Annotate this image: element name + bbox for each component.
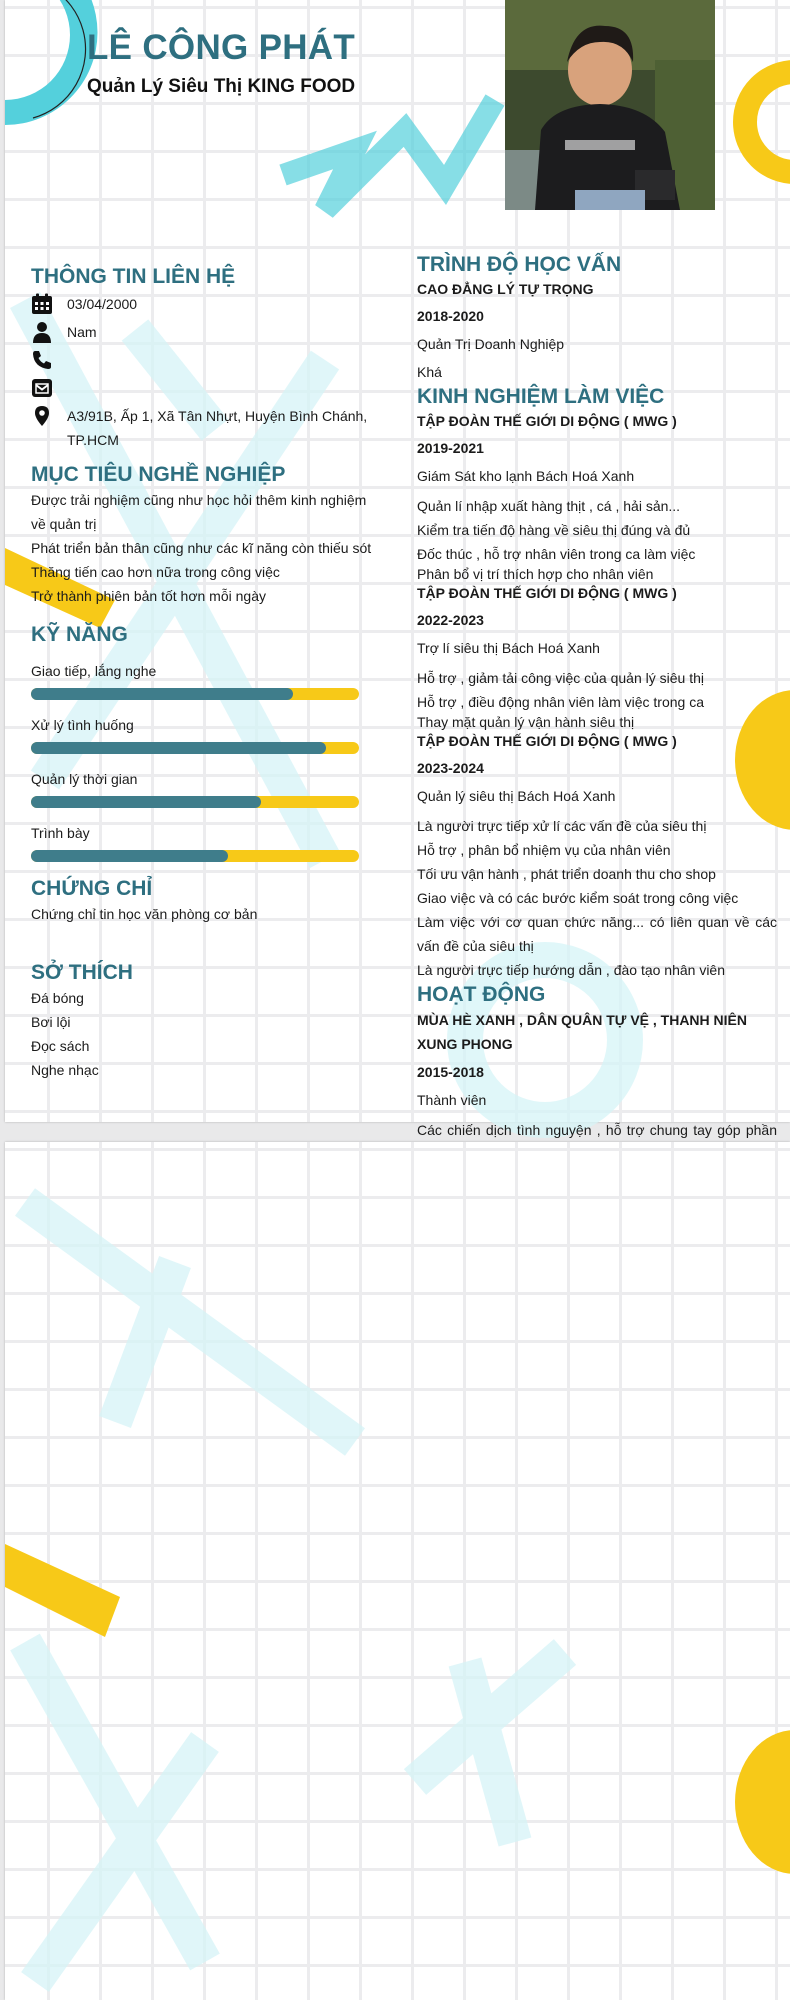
skill-bar [31,742,359,754]
skill-label: Giao tiếp, lắng nghe [31,663,157,679]
hobby-item: Bơi lội [31,1014,71,1030]
calendar-icon [31,293,53,315]
activity-description: Các chiến dịch tình nguyện , hỗ trợ chung tay góp phần [417,1122,777,1138]
education-major: Quản Trị Doanh Nghiệp [417,336,565,352]
job-entry [417,730,777,982]
skill-bar [31,796,359,808]
right-column [417,252,777,1166]
job-duty: Phân bổ vị trí thích hợp cho nhân viên [417,566,654,582]
job-duty: Hỗ trợ , phân bổ nhiệm vụ của nhân viên [417,842,671,858]
job-title: Quản Lý Siêu Thị KING FOOD [87,76,356,97]
job-position: Quản lý siêu thị Bách Hoá Xanh [417,788,616,804]
skills-section [31,622,376,862]
experience-section-title: KINH NGHIỆM LÀM VIỆC [417,385,665,408]
activity-period: 2015-2018 [417,1064,484,1080]
profile-photo-image [505,0,715,210]
hobby-item: Đọc sách [31,1038,90,1054]
skill-bar-fill [31,796,261,808]
background-decoration [5,1142,790,2000]
activity-role: Thành viên [417,1092,487,1108]
hobbies-section [31,960,376,1082]
activity-organization: MÙA HÈ XANH , DÂN QUÂN TỰ VỆ , THANH NIÊN XUNG PHONG [417,1012,747,1052]
hobby-item: Đá bóng [31,990,84,1006]
skill-label: Trình bày [31,825,90,841]
location-pin-icon [31,405,53,427]
job-entry [417,410,777,582]
contact-section-title: THÔNG TIN LIÊN HỆ [31,265,236,288]
job-duty: Làm việc với cơ quan chức năng... có liên quan về các vấn đề của siêu thị [417,914,777,954]
education-period: 2018-2020 [417,308,484,324]
skill-bar-fill [31,742,326,754]
certificates-section-title: CHỨNG CHỈ [31,877,153,900]
skill-bar-fill [31,688,293,700]
experience-section [417,384,777,982]
contact-phone-row [31,348,376,376]
job-duty: Hỗ trợ , điều động nhân viên làm việc trong ca [417,694,705,710]
skill-bar-fill [31,850,228,862]
hobbies-section-title: SỞ THÍCH [31,961,133,984]
education-section [417,252,777,384]
job-company: TẬP ĐOÀN THẾ GIỚI DI ĐỘNG ( MWG ) [417,733,677,749]
skill-bar [31,850,359,862]
contact-gender-row [31,320,376,348]
job-duty: Đốc thúc , hỗ trợ nhân viên trong ca làm việc [417,546,696,562]
skill-label: Xử lý tình huống [31,717,134,733]
job-position: Giám Sát kho lạnh Bách Hoá Xanh [417,468,635,484]
contact-section [31,264,376,452]
job-period: 2022-2023 [417,612,484,628]
education-grade: Khá [417,364,442,380]
gender-value: Nam [67,324,97,340]
objective-section-title: MỤC TIÊU NGHỀ NGHIỆP [31,463,286,486]
skill-bar [31,688,359,700]
job-period: 2023-2024 [417,760,484,776]
school-name: CAO ĐẲNG LÝ TỰ TRỌNG [417,281,594,297]
job-duty: Giao việc và có các bước kiểm soát trong công việc [417,890,739,906]
objective-line: Được trải nghiệm cũng như học hỏi thêm kinh nghiệm về quản trị [31,492,367,532]
phone-icon [31,349,53,371]
job-position: Trợ lí siêu thị Bách Hoá Xanh [417,640,600,656]
objective-line: Trở thành phiên bản tốt hơn mỗi ngày [31,588,266,604]
birthday-value: 03/04/2000 [67,296,138,312]
certificates-section [31,876,376,926]
person-icon [31,321,53,343]
objective-line: Phát triển bản thân cũng như các kĩ năng còn thiếu sót [31,540,372,556]
activities-section-title: HOẠT ĐỘNG [417,983,546,1006]
activities-section [417,982,777,1166]
profile-photo [505,0,715,210]
job-duty: Quản lí nhập xuất hàng thịt , cá , hải sản... [417,498,681,514]
contact-birthday-row [31,292,376,320]
job-duty: Kiểm tra tiến độ hàng về siêu thị đúng và đủ [417,522,691,538]
job-duty: Là người trực tiếp xử lí các vấn đề của siêu thị [417,818,707,834]
cv-page-2 [5,1142,790,2000]
job-entry [417,582,777,730]
skill-label: Quản lý thời gian [31,771,138,787]
job-duty: Tối ưu vận hành , phát triển doanh thu cho shop [417,866,716,882]
address-value: A3/91B, Ấp 1, Xã Tân Nhựt, Huyện Bình Chánh, TP.HCM [67,408,368,448]
job-period: 2019-2021 [417,440,484,456]
left-column [31,264,376,1082]
job-duty: Là người trực tiếp hướng dẫn , đào tạo nhân viên [417,962,726,978]
job-company: TẬP ĐOÀN THẾ GIỚI DI ĐỘNG ( MWG ) [417,585,677,601]
candidate-name: LÊ CÔNG PHÁT [87,28,356,67]
job-duty: Hỗ trợ , giảm tải công việc của quản lý siêu thị [417,670,704,686]
objective-section [31,462,376,608]
job-company: TẬP ĐOÀN THẾ GIỚI DI ĐỘNG ( MWG ) [417,413,677,429]
hobby-item: Nghe nhạc [31,1062,99,1078]
email-icon [31,377,53,399]
skills-section-title: KỸ NĂNG [31,623,128,646]
cv-page-1 [5,0,790,1138]
contact-email-row [31,376,376,404]
education-section-title: TRÌNH ĐỘ HỌC VẤN [417,253,622,276]
contact-address-row [31,404,376,452]
certificate-item: Chứng chỉ tin học văn phòng cơ bản [31,906,258,922]
job-duty: Thay mặt quản lý vận hành siêu thị [417,714,635,730]
objective-line: Thăng tiến cao hơn nữa trong công việc [31,564,280,580]
